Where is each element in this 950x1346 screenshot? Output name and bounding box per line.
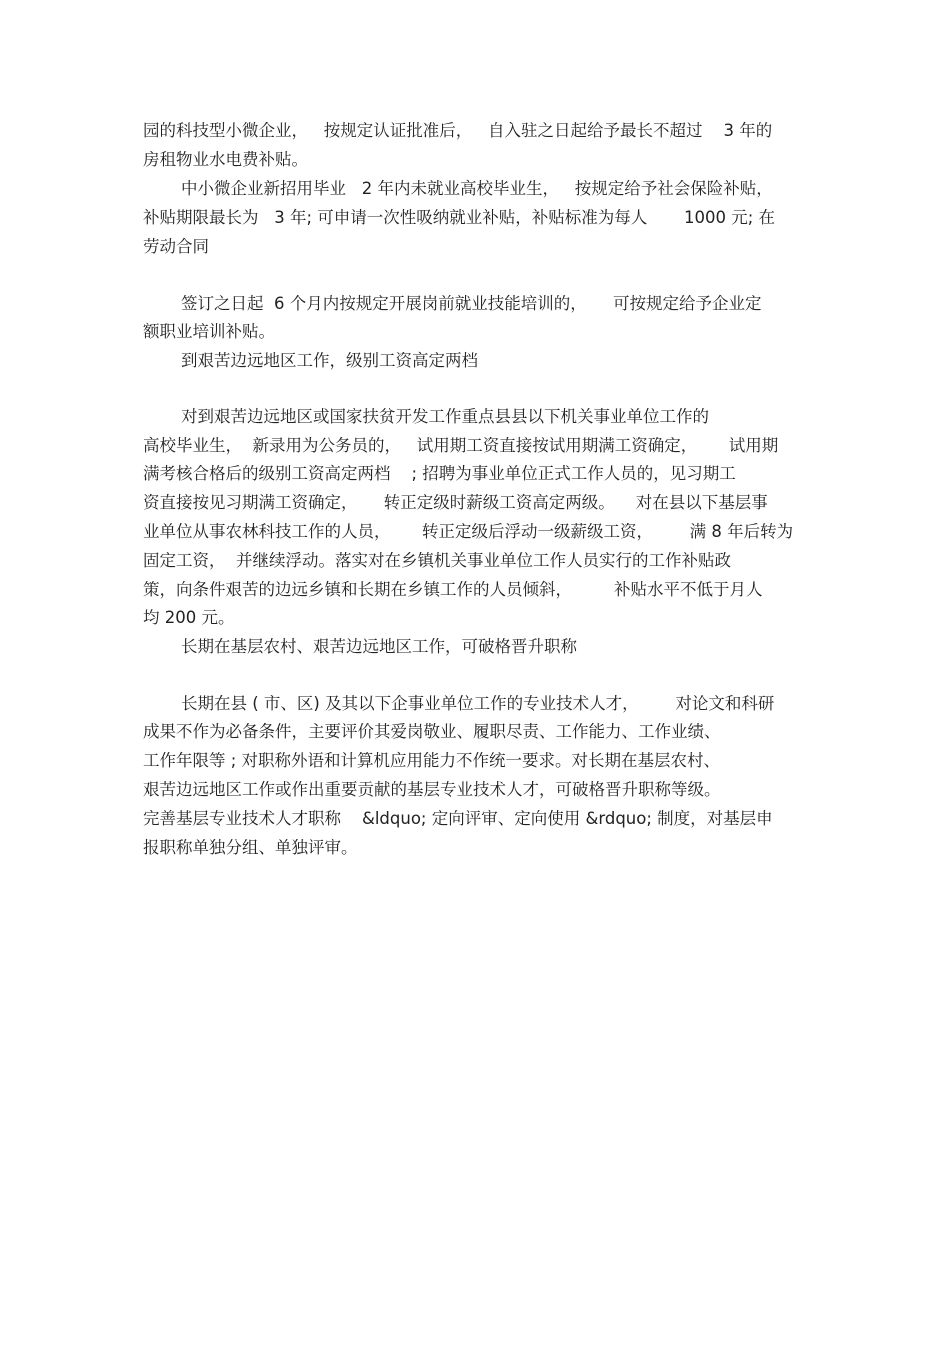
text-line: 对到艰苦边远地区或国家扶贫开发工作重点县县以下机关事业单位工作的 — [181, 407, 709, 426]
text-line: 中小微企业新招用毕业 2 年内未就业高校毕业生， 按规定给予社会保险补贴， — [181, 179, 773, 198]
text-line: 均 200 元。 — [143, 608, 235, 627]
text-line: 额职业培训补贴。 — [143, 322, 275, 341]
text-line: 报职称单独分组、单独评审。 — [143, 838, 358, 857]
text-line: 劳动合同 — [143, 237, 209, 256]
text-line: 艰苦边远地区工作或作出重要贡献的基层专业技术人才，可破格晋升职称等级。 — [143, 780, 721, 799]
text-line: 资直接按见习期满工资确定， 转正定级时薪级工资高定两级。 对在县以下基层事 — [143, 493, 768, 512]
text-line: 房租物业水电费补贴。 — [143, 150, 308, 169]
text-line: 签订之日起 6 个月内按规定开展岗前就业技能培训的， 可按规定给予企业定 — [181, 294, 762, 313]
text-line: 满考核合格后的级别工资高定两档 ; 招聘为事业单位正式工作人员的，见习期工 — [143, 464, 736, 483]
text-line: 业单位从事农林科技工作的人员， 转正定级后浮动一级薪级工资， 满 8 年后转为 — [143, 522, 794, 541]
text-line: 长期在县 ( 市、区) 及其以下企事业单位工作的专业技术人才， 对论文和科研 — [181, 694, 775, 713]
text-line: 补贴期限最长为 3 年; 可申请一次性吸纳就业补贴，补贴标准为每人 1000 元; 在 — [143, 208, 776, 227]
text-line: 园的科技型小微企业， 按规定认证批准后， 自入驻之日起给予最长不超过 3 年的 — [143, 121, 773, 140]
section-heading: 到艰苦边远地区工作，级别工资高定两档 — [181, 351, 478, 370]
text-line: 固定工资， 并继续浮动。落实对在乡镇机关事业单位工作人员实行的工作补贴政 — [143, 551, 731, 570]
section-heading: 长期在基层农村、艰苦边远地区工作，可破格晋升职称 — [181, 637, 577, 656]
text-line: 策，向条件艰苦的边远乡镇和长期在乡镇工作的人员倾斜， 补贴水平不低于月人 — [143, 580, 763, 599]
text-line: 完善基层专业技术人才职称 &ldquo; 定向评审、定向使用 &rdquo; 制度，对基层申 — [143, 809, 773, 828]
text-line: 高校毕业生， 新录用为公务员的， 试用期工资直接按试用期满工资确定， 试用期 — [143, 436, 779, 455]
text-line: 工作年限等 ; 对职称外语和计算机应用能力不作统一要求。对长期在基层农村、 — [143, 751, 721, 770]
text-line: 成果不作为必备条件，主要评价其爱岗敬业、履职尽责、工作能力、工作业绩、 — [143, 722, 721, 741]
